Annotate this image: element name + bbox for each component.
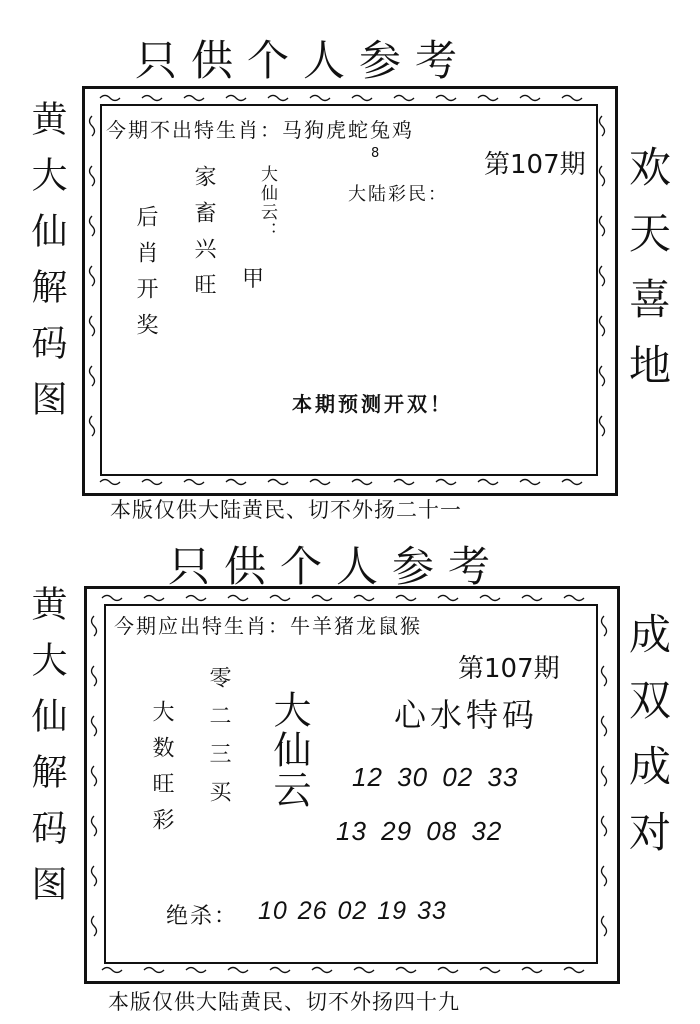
left-side-title (26, 585, 67, 921)
column-a: 大数旺彩 (149, 700, 174, 844)
issue-number: 第107期 (458, 654, 560, 684)
column-b: 零二三买 (206, 666, 231, 818)
left-side-text: 黄大仙解码图 (26, 585, 67, 921)
column-a: 后肖开奖 (133, 205, 158, 349)
special-code-heading: 心水特码 (394, 696, 539, 734)
column-d: 甲 (242, 267, 265, 292)
left-side-text: 黄大仙解码图 (26, 100, 67, 436)
right-side-text: 欢天喜地 (623, 145, 672, 409)
panel-title: 只供个人参考 (135, 36, 472, 85)
footer-text: 本版仅供大陆黄民、切不外扬四十九 (108, 990, 460, 1014)
brand-label: 大陆彩民： (348, 184, 448, 205)
kill-numbers: 10 26 02 19 33 (258, 897, 447, 925)
panel-title: 只供个人参考 (168, 542, 505, 591)
column-c: 大仙云： (257, 165, 277, 241)
excluded-zodiac-line: 今期不出特生肖：马狗虎蛇兔鸡 (106, 118, 414, 142)
expected-zodiac-line: 今期应出特生肖：牛羊猪龙鼠猴 (114, 614, 422, 638)
column-b: 家畜兴旺 (191, 165, 216, 309)
footer-text: 本版仅供大陆黄民、切不外扬二十一 (110, 498, 462, 522)
column-c: 大仙云 (267, 690, 311, 810)
right-side-title (623, 612, 672, 876)
right-side-title (623, 145, 672, 409)
prediction-text: 本期预测开双！ (292, 392, 453, 416)
small-mark: 8 (371, 146, 380, 161)
numbers-row-1: 12 30 02 33 (352, 762, 519, 792)
left-side-title (26, 100, 67, 436)
kill-label: 绝杀： (166, 904, 239, 929)
issue-number: 第107期 (484, 150, 586, 180)
numbers-row-2: 13 29 08 32 (336, 816, 503, 846)
right-side-text: 成双成对 (623, 612, 672, 876)
